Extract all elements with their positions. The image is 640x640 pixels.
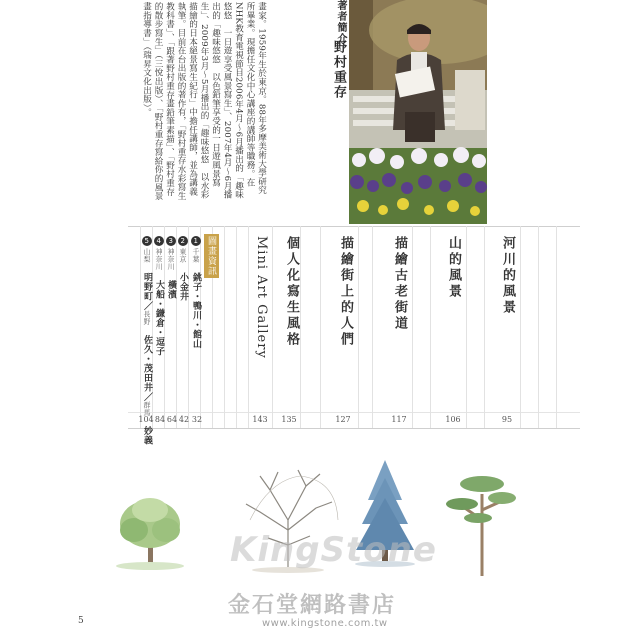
ref-number-1: 1 [191,236,201,246]
author-photo [349,0,487,224]
leafy-tree-icon [116,498,184,570]
pine-tree-icon [446,476,516,576]
page-number: 5 [78,616,84,626]
ref-page-2: 42 [178,415,190,424]
ref-places-5c: 妙義 [142,426,152,445]
ref-places-2: 小金井 [178,272,188,301]
ref-places-5b: 佐久・茂田井／ [142,335,152,402]
toc-title-old-streets[interactable]: 描繪古老街道 [392,236,407,332]
ref-region-5c: 群馬 [143,401,151,417]
ref-number-3: 3 [166,236,176,246]
ref-number-2: 2 [178,236,188,246]
toc-title-gallery[interactable]: Mini Art Gallery [254,236,269,359]
toc-title-rivers[interactable]: 河川的風景 [500,236,515,316]
toc-page-personal-style: 135 [281,415,297,424]
bio-heading: 著者簡介 [335,0,346,44]
ref-places-5a: 明野町／ [142,272,152,311]
ref-places-3: 橫濱 [166,280,176,299]
toc-title-mountains[interactable]: 山的風景 [446,236,461,300]
ref-region-1: 千葉 [192,248,200,263]
toc-top-rule [128,226,580,227]
ref-number-4: 4 [154,236,164,246]
ref-region-5: 山梨 [143,248,151,263]
toc-title-personal-style[interactable]: 個人化寫生風格 [284,236,299,348]
ref-region-2: 東京 [179,248,187,263]
toc-page-people: 127 [335,415,351,424]
ref-region-3: 神奈川 [167,248,175,271]
toc-page-old-streets: 117 [391,415,407,424]
toc-page-mountains: 106 [445,415,461,424]
ref-page-5: 104 [138,415,154,424]
ref-number-5: 5 [142,236,152,246]
toc-page-rule [128,412,580,413]
watermark-url: www.kingstone.com.tw [262,618,388,629]
ref-page-3: 64 [166,415,178,424]
ref-region-4: 神奈川 [155,248,163,271]
ref-page-4: 84 [154,415,166,424]
toc-title-people[interactable]: 描繪街上的人們 [338,236,353,348]
ref-info-heading: 圖畫資訊 [204,234,219,278]
ref-item-1[interactable] [190,236,201,349]
ref-item-2[interactable] [177,236,188,301]
ref-item-4[interactable] [153,236,164,356]
author-name: 野村重存 [331,40,346,100]
toc-page-rivers: 95 [501,415,513,424]
ref-item-3[interactable] [165,236,176,299]
author-bio: 畫家。1959年生於東京。88年多摩美術大學研究所畢業。現擔任文化中心講座的講師等職務。在NHK教育電視節目2006年4月～6月播出的「趣味悠悠 一日遊享受風景寫生」、2007年4月～6月播出的「趣味悠悠 以色鉛筆享受的一日遊風景寫生」、2009年3月～5月播出的「趣味悠悠 以水彩描繪的日本絕景寫生紀行」中擔任講師，並為講義執筆。目前在台出版的著作有，「野村重存水彩寫生教科書」、「跟著野村重存畫鉛筆素描」、「野村重存的散步寫生」（三悅出版）、「野村重存寫給你的風景畫指導書」（瑞昇文化出版）。 [141,2,267,201]
ref-item-5[interactable] [141,236,152,445]
watermark-chinese: 金石堂網路書店 [228,592,397,618]
author-photo-illustration [349,0,487,224]
toc-page-gallery: 143 [252,415,268,424]
watermark-brand: KingStone [230,530,437,570]
ref-page-1: 32 [191,415,203,424]
ref-places-1: 銚子・鴨川・館山 [191,272,201,349]
ref-places-4: 大船・鎌倉・逗子 [154,280,164,356]
ref-region-5b: 長野 [143,310,151,326]
toc-bottom-rule [128,428,580,429]
